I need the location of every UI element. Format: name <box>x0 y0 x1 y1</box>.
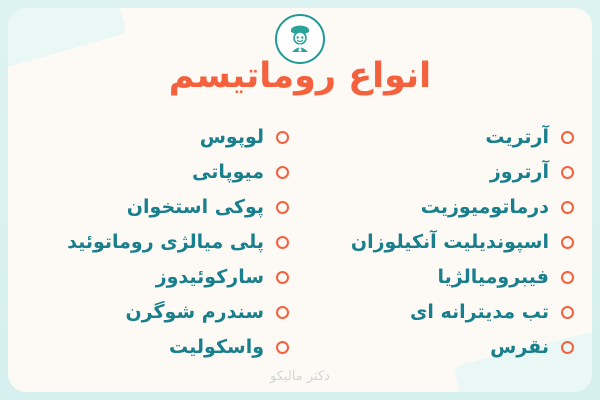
list-item-label: سندرم شوگرن <box>125 301 265 324</box>
list-item <box>26 120 289 155</box>
list-item <box>311 225 574 260</box>
circle-bullet-icon <box>561 306 574 319</box>
list-item-label: درماتومیوزیت <box>420 196 549 219</box>
list-item <box>311 260 574 295</box>
list-column-left <box>26 120 289 365</box>
list-item-label: فیبرومیالژیا <box>437 266 549 289</box>
lists-container <box>26 120 574 365</box>
list-item-label: آرتروز <box>489 161 549 184</box>
list-item-label: لوپوس <box>199 126 265 149</box>
circle-bullet-icon <box>276 201 289 214</box>
list-item-label: آرتریت <box>485 126 549 149</box>
list-column-right <box>311 120 574 365</box>
circle-bullet-icon <box>561 236 574 249</box>
circle-bullet-icon <box>276 271 289 284</box>
list-item <box>311 155 574 190</box>
list-item <box>26 225 289 260</box>
circle-bullet-icon <box>561 166 574 179</box>
watermark-text: دکتر مالیکو <box>270 369 330 384</box>
list-item <box>26 295 289 330</box>
page-title: انواع روماتیسم <box>168 56 432 96</box>
list-item-label: تب مدیترانه ای <box>409 301 549 324</box>
list-item-label: میوپاتی <box>191 161 265 184</box>
poster-card <box>8 8 592 392</box>
list-item <box>26 190 289 225</box>
circle-bullet-icon <box>561 271 574 284</box>
circle-bullet-icon <box>276 236 289 249</box>
circle-bullet-icon <box>276 341 289 354</box>
list-item <box>311 120 574 155</box>
list-item <box>311 190 574 225</box>
list-item <box>26 330 289 365</box>
list-item-label: اسپوندیلیت آنکیلوزان <box>350 231 549 254</box>
list-item-label: پلی میالژی روماتوئید <box>67 231 265 254</box>
list-item-label: واسکولیت <box>169 336 265 359</box>
circle-bullet-icon <box>561 131 574 144</box>
circle-bullet-icon <box>561 341 574 354</box>
list-item <box>311 330 574 365</box>
circle-bullet-icon <box>276 166 289 179</box>
list-item <box>26 260 289 295</box>
list-item-label: پوکی استخوان <box>126 196 265 219</box>
circle-bullet-icon <box>276 306 289 319</box>
circle-bullet-icon <box>561 201 574 214</box>
list-item-label: سارکوئیدوز <box>155 266 265 289</box>
list-item-label: نقرس <box>490 336 549 359</box>
list-item <box>311 295 574 330</box>
list-item <box>26 155 289 190</box>
circle-bullet-icon <box>276 131 289 144</box>
